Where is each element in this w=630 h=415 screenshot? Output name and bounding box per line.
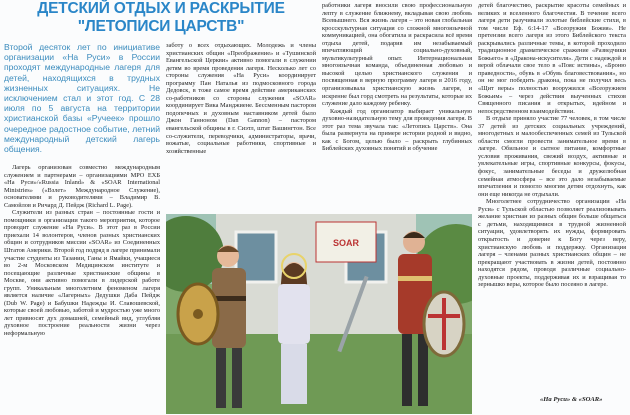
paragraph: Многолетнее сотрудничество организации «На Руси» с Тульской областью позволяет реализовывать желание христиан из разных общин больше общаться с детьми, находящимися в трудной жизненной ситуации, удовлетворять их нужды, формировать открытость и доверие к Богу через веру, христианскую любовь и поддержку. Организация лагеря – членами разных христианских общин – не прекращают участвовать в жизни детей, постоянно находятся рядом, проводя различные социально-духовные проекты, поддерживая их и взращивая то зернышко веры, которое было посеяно в лагере.: [478, 198, 626, 289]
article-title-line-1: ДЕТСКИЙ ОТДЫХ И РАСКРЫТИЕ: [37, 0, 285, 17]
camp-photo: [166, 214, 472, 414]
article-signature: «На Руси» & «SOAR»: [540, 396, 603, 403]
shield-cross: [442, 298, 446, 350]
article-column-2: [166, 42, 316, 212]
paragraph: заботу о всех отдыхающих. Молодежь и члены христианских общин «Преображение» и «Тушинской Евангельской Церкви» активно помогали в служении детям во время проведения лагеря. Несколько лет со стороны служения «На Руси» координирует программу Пан Наталья из подмосковного города Дедовск, в тоже самое время действие американских со-работников со стороны служения «SOAR» координирует Вика Манджиене. Бессменным пастором подопечных и духовным наставником детей было Джон Ганноном (Dan Gannon) – пастором евангельской общины в г. Сиэтл, штат Вашингтон. Все со-служители, переводчики, администраторы, врачи, вожатые, социальные работники, спортивные и хозяйственные: [166, 42, 316, 155]
article-column-1: [4, 164, 160, 414]
skirt: [281, 344, 307, 404]
camp-photo-illustration: [166, 214, 472, 414]
leg: [232, 348, 242, 408]
paragraph: Служители из разных стран – постоянные гости и помощники в организации такого мероприятия, которое проводит служение «На Руси». В этот раз в России приехали 14 волонтеров, членов разных христианских общин и сотрудников миссии «SOAR» из Соединенных Штатов Америки. Второй год подряд в лагере принимали участие студенты из Тазании, Ганы и Ямайки, учащиеся во 2-м Московском Медицинском институте и посещающие различные христианские общины в Москве, они активно помогали в лидерской работе групп. Уникальным многолетним феноменом лагеря является наличие «Лагерных» Дедушки Даба Пейдж (Dub W. Page) и Бабушки Надежды И. Славошевской, которые своей любовью, заботой и мудростью уже много лет привносят дух домашней, семейный вид, углубляя духовное построение реальности жизни через неформальную: [4, 209, 160, 338]
paragraph: Лагерь организован совместно международным служением и партнерами – организациями МРО ЕХБ «На Руси»/«Russia Inland» & «SOAR International Ministries» («Взлет» Международное Служение), основателями и руководителями – Владимир В. Самойлов и Ричард Д. Пейдж (Richard L. Page).: [4, 164, 160, 209]
article-column-3: [322, 2, 472, 202]
article-title-line-2: "ЛЕТОПИСИ ЦАРСТВ": [77, 18, 245, 35]
paragraph: Каждый год организатор выбирает уникальную духовно-назидательную тему для проведения лагеря. В этот раз тема звучала так: «Летопись Царств». Она была развернута на примере истории родной и видно, как с Богом, целью было – раскрыть глубинных Библейских духовных понятий и обучение: [322, 107, 472, 153]
belt: [398, 276, 432, 281]
article-column-4: [478, 2, 626, 412]
shield-boss: [193, 309, 203, 319]
leg: [216, 348, 226, 408]
poster-sign: SOAR: [332, 238, 360, 248]
paragraph: детей благочестию, раскрытие красоты семейных и великих и вселенного благочестия. В течение всего лагеря дети разучивали золотые библейские стихи, в том числе Еф. 6:14-17 «Всеоружия Божия». Не претензии всего лагеря из этого Библейского текста раскрывались различные темы, в которой проходило традиционное драматическое сражение «Разведчики Божьего» в «Дракона-искусителя». Дети с надеждой и верой облачали свое тело в «Пояс истины», «Броню праведности», обувь в «Обувь благовествования», но он не мог победить дракона, пока не получил весь «Щит веры» полностью вооружился «Всеоружием Божьим» – через действия выученных стихов Священного писания и открытых, идейном и непосредственном взаимодействии.: [478, 2, 626, 115]
leg: [418, 334, 428, 406]
shield-cross: [428, 314, 460, 318]
paragraph: В отдыхе приняло участие 77 человек, в том числе 37 детей из детских социальных учреждений, многодетных и малообеспеченных семей из Тульской области смогли провести занимательное время в лагере. Обильное и сытное питание, комфортные условия проживания, свежий воздух, активные и увлекательные игры, спортивные конкурсы, фокусы, фокус, занимательные беседы и дружелюбная семейная атмосфера – все это дало незабываемые впечатления и помогло многим детям отдохнуть, как они еще никогда не отдыхали.: [478, 115, 626, 198]
paragraph: работники лагеря вносили свою профессиональную лепту в служение ближнему, вкладывая свою любовь Всевышнего. Вся жизнь лагеря – это новая глобальная кросскультурная ситуация со сложной многоязычной коммуникацией, она обогатила и раскрасила всё время отдыха детей, подарив им незабываемый впечатляющий социально-духовный, мультикультурный опыт. Интернациональная многоязычная команда, объединенная любовью и высокой целью христианского служения и посвященная в верную программу лагеря в 2016 году, организовывала христианскую жизнь лагеря, и искренне был горд смотреть на результаты, которые их служение дало каждому ребенку.: [322, 2, 472, 108]
shirt: [278, 284, 310, 344]
leg: [402, 334, 412, 406]
article-lead: Второй десяток лет по инициативе организации «На Руси» в России проходят международные лагеря для детей, находящихся в трудных жизненных ситуациях. Не исключением стал и этот год. С 28 июля по 5 августа на территории христианской базы «Ручеек» прошло очередное радостное событие, летний международный детский лагерь общения.: [4, 42, 160, 155]
article-title: [6, 0, 316, 36]
person-girl: [278, 254, 310, 404]
